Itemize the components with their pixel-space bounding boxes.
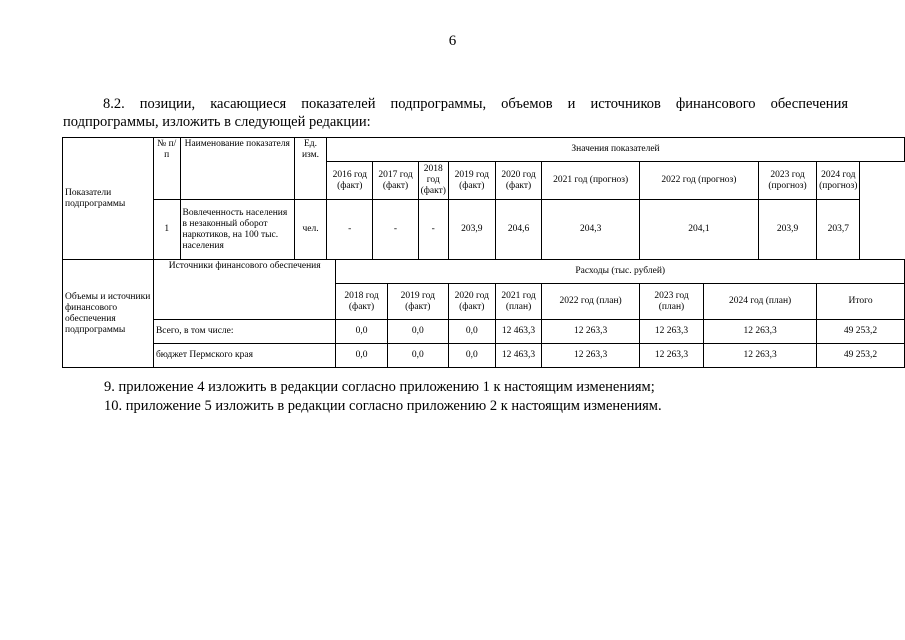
finance-value: 0,0 bbox=[336, 320, 387, 344]
finance-value: 12 263,3 bbox=[639, 320, 703, 344]
finance-value: 0,0 bbox=[448, 320, 495, 344]
intro-line-1: 8.2. позиции, касающиеся показателей подпрограммы, объемов и источников финансового обеспечения bbox=[103, 96, 848, 112]
indicator-value: 203,9 bbox=[758, 200, 816, 260]
header-year: 2023 год (прогноз) bbox=[758, 162, 816, 200]
finance-expenses-title: Расходы (тыс. рублей) bbox=[336, 260, 905, 284]
header-values-title: Значения показателей bbox=[327, 138, 905, 162]
indicator-value: 204,3 bbox=[542, 200, 639, 260]
header-year: 2024 год (прогноз) bbox=[817, 162, 860, 200]
header-num: № п/п bbox=[153, 138, 180, 200]
finance-header-year: 2023 год (план) bbox=[639, 284, 703, 320]
finance-value: 12 263,3 bbox=[704, 344, 817, 368]
indicator-value: 204,6 bbox=[495, 200, 542, 260]
indicator-name: Вовлеченность населения в незаконный оборот наркотиков, на 100 тыс. населения bbox=[180, 200, 295, 260]
finance-value: 12 263,3 bbox=[542, 320, 639, 344]
header-year: 2019 год (факт) bbox=[448, 162, 495, 200]
closing-item-9: 9. приложение 4 изложить в редакции согласно приложению 1 к настоящим изменениям; bbox=[104, 379, 655, 395]
finance-value: 49 253,2 bbox=[817, 344, 905, 368]
header-year: 2020 год (факт) bbox=[495, 162, 542, 200]
header-year: 2021 год (прогноз) bbox=[542, 162, 639, 200]
indicator-num: 1 bbox=[153, 200, 180, 260]
intro-line-2: подпрограммы, изложить в следующей редакции: bbox=[63, 114, 371, 130]
header-name: Наименование показателя bbox=[180, 138, 295, 200]
indicator-value: - bbox=[373, 200, 418, 260]
finance-value: 49 253,2 bbox=[817, 320, 905, 344]
finance-value: 12 263,3 bbox=[639, 344, 703, 368]
closing-item-10: 10. приложение 5 изложить в редакции согласно приложению 2 к настоящим изменениям. bbox=[104, 398, 662, 414]
finance-value: 12 263,3 bbox=[704, 320, 817, 344]
finance-header-year: 2018 год (факт) bbox=[336, 284, 387, 320]
finance-value: 12 463,3 bbox=[495, 344, 542, 368]
header-year: 2016 год (факт) bbox=[327, 162, 373, 200]
finance-header-year: 2024 год (план) bbox=[704, 284, 817, 320]
subprogram-table bbox=[62, 137, 905, 368]
finance-row-label: бюджет Пермского края bbox=[153, 344, 335, 368]
indicator-value: - bbox=[418, 200, 448, 260]
indicator-value: 203,7 bbox=[817, 200, 860, 260]
header-year: 2018 год (факт) bbox=[418, 162, 448, 200]
finance-value: 0,0 bbox=[336, 344, 387, 368]
finance-value: 0,0 bbox=[387, 320, 448, 344]
indicator-value: - bbox=[327, 200, 373, 260]
indicators-section-label: Показатели подпрограммы bbox=[63, 138, 154, 260]
finance-value: 0,0 bbox=[387, 344, 448, 368]
finance-value: 0,0 bbox=[448, 344, 495, 368]
header-year: 2022 год (прогноз) bbox=[639, 162, 758, 200]
finance-header-year: 2021 год (план) bbox=[495, 284, 542, 320]
indicator-value: 204,1 bbox=[639, 200, 758, 260]
finance-section-label: Объемы и источники финансового обеспечения подпрограммы bbox=[63, 260, 154, 368]
finance-value: 12 463,3 bbox=[495, 320, 542, 344]
header-year: 2017 год (факт) bbox=[373, 162, 418, 200]
finance-value: 12 263,3 bbox=[542, 344, 639, 368]
finance-sources-header: Источники финансового обеспечения bbox=[153, 260, 335, 320]
page-number: 6 bbox=[448, 33, 457, 49]
finance-header-year: 2019 год (факт) bbox=[387, 284, 448, 320]
indicator-unit: чел. bbox=[295, 200, 327, 260]
finance-header-year: 2020 год (факт) bbox=[448, 284, 495, 320]
finance-header-year: 2022 год (план) bbox=[542, 284, 639, 320]
indicator-value: 203,9 bbox=[448, 200, 495, 260]
finance-row-label: Всего, в том числе: bbox=[153, 320, 335, 344]
header-unit: Ед. изм. bbox=[295, 138, 327, 200]
finance-header-total: Итого bbox=[817, 284, 905, 320]
intro-paragraph bbox=[63, 95, 848, 131]
closing-items bbox=[104, 378, 662, 416]
